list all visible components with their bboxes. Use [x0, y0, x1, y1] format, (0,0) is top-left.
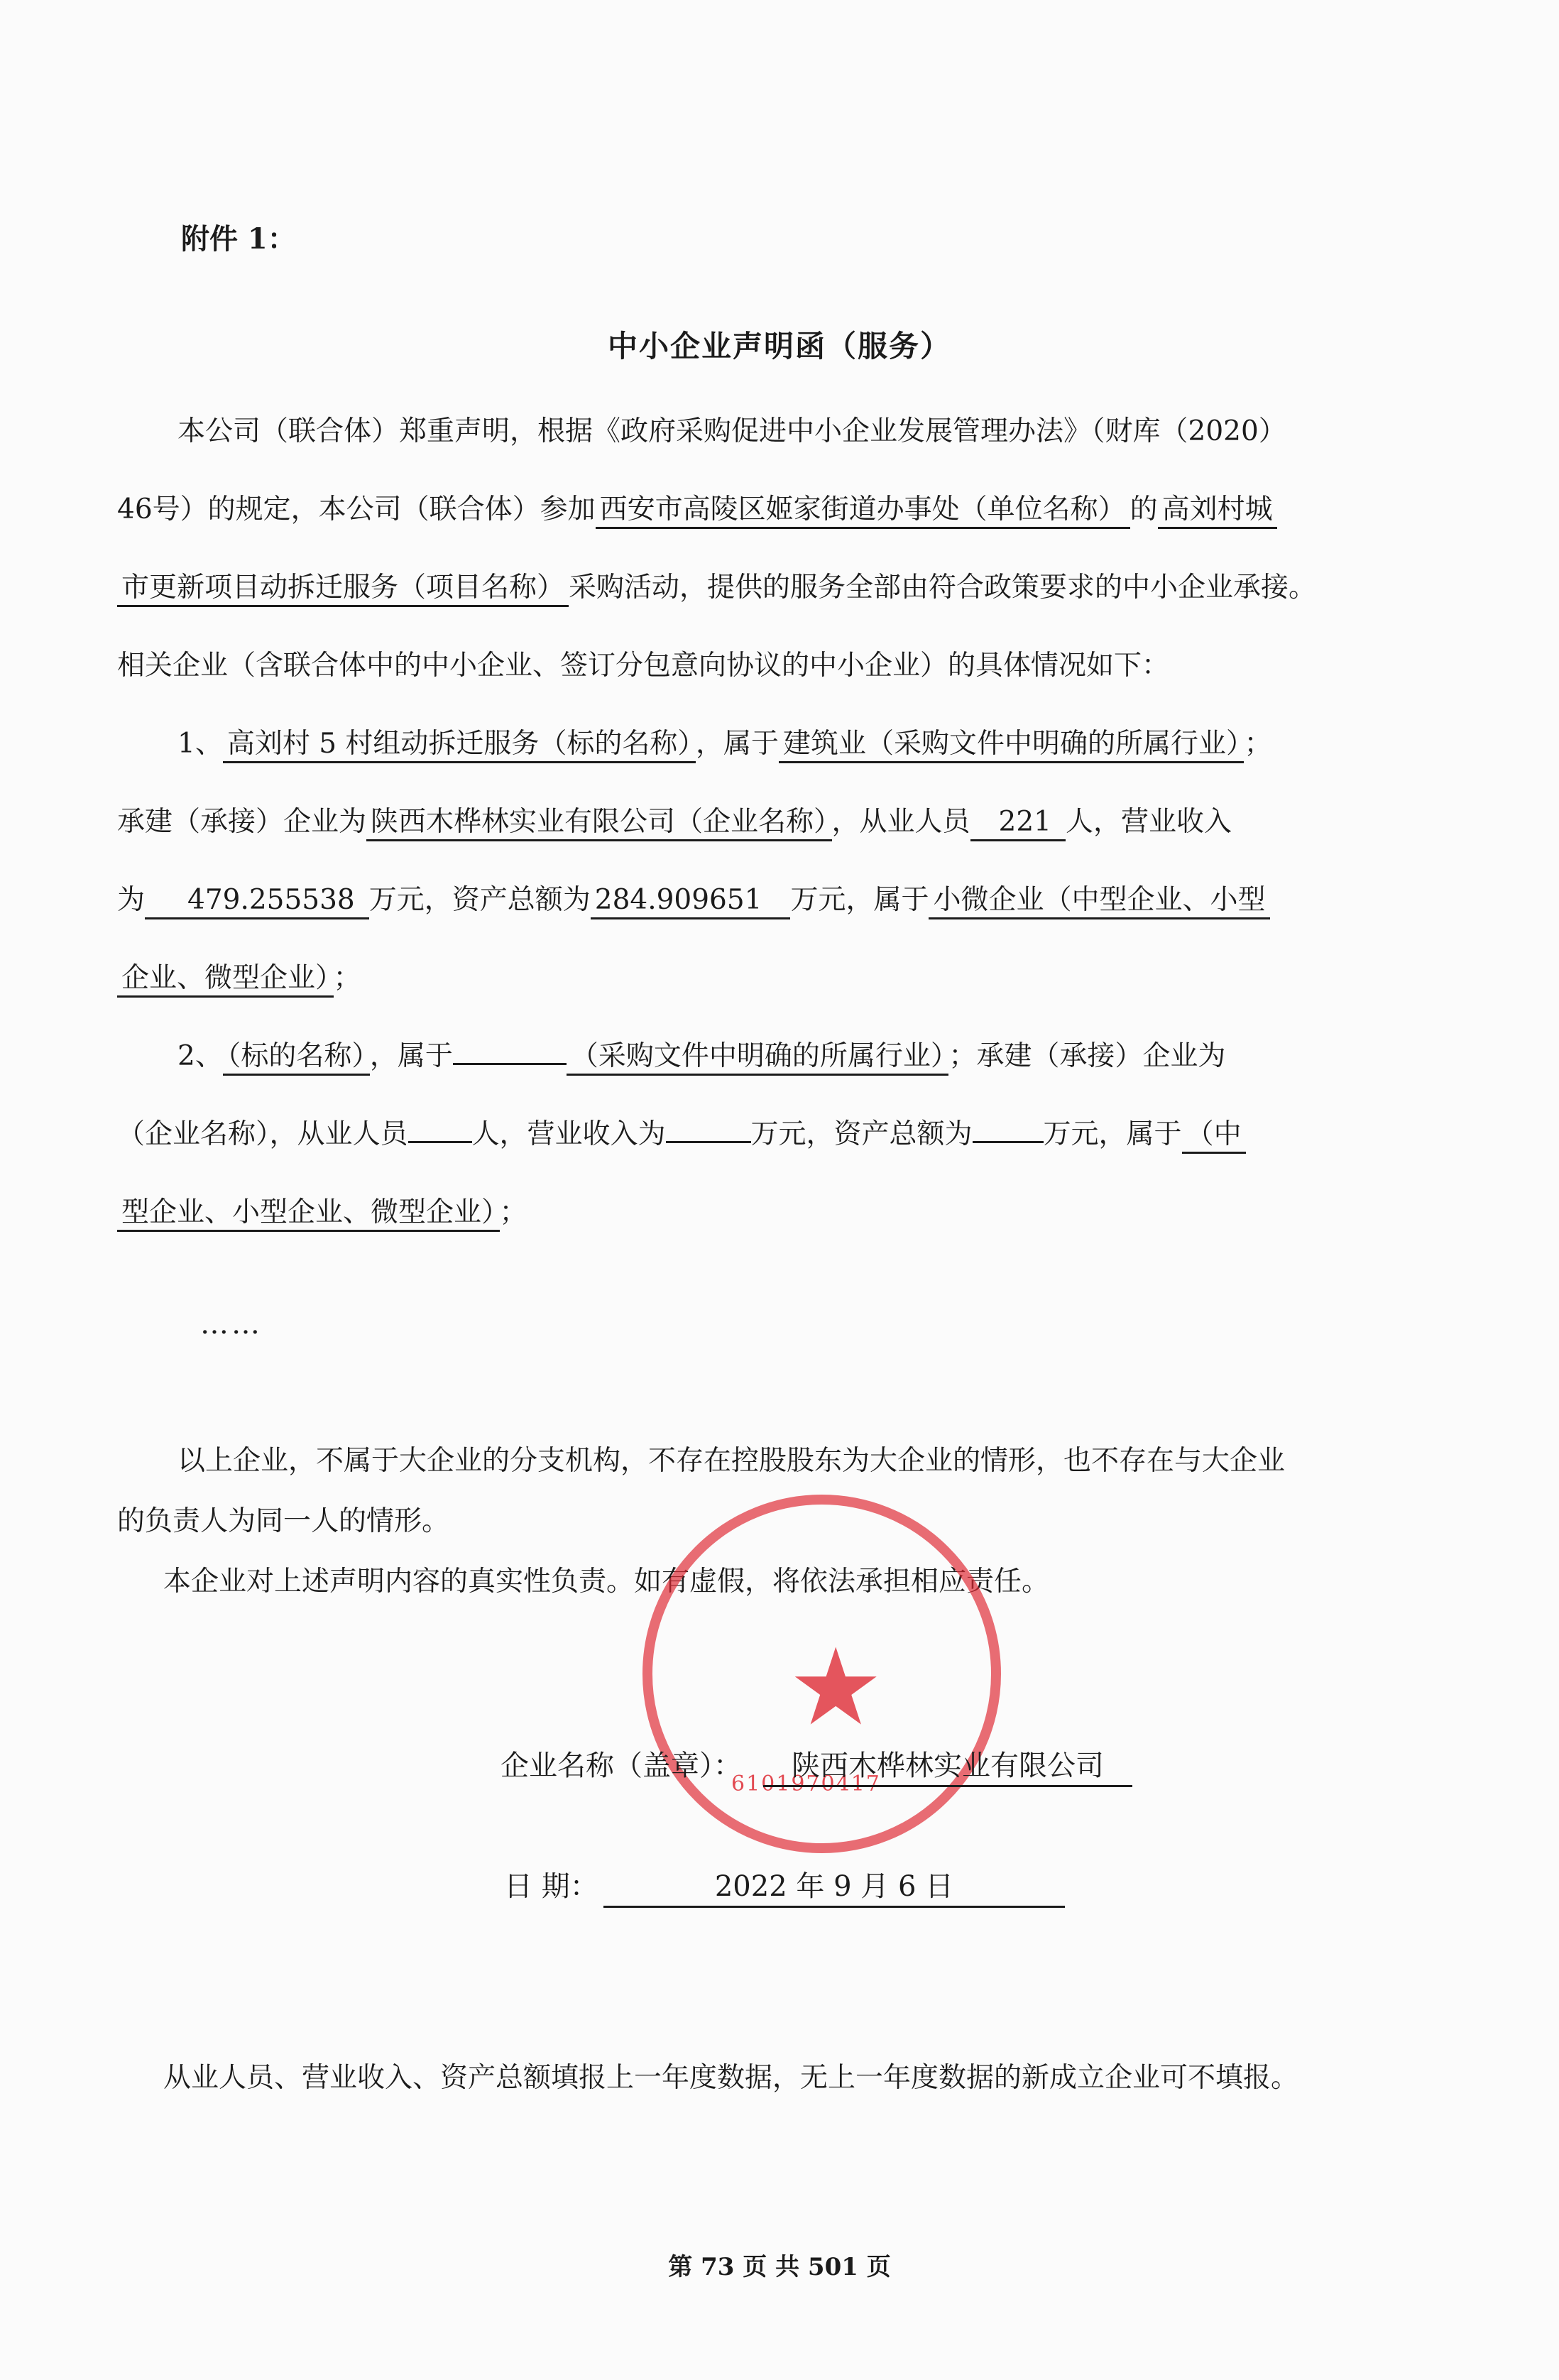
item2-industry: （采购文件中明确的所属行业）	[567, 1040, 949, 1076]
company-name-label: 企业名称（盖章）：	[500, 1749, 742, 1782]
date-value: 2022 年 9 月 6 日	[603, 1864, 1065, 1908]
attachment-label: 附件 1：	[181, 222, 296, 256]
item2-line2: （企业名称），从业人员 人，营业收入为 万元，资产总额为 万元，属于 （中	[117, 1118, 1246, 1152]
item1-enterprise-type-part2: 企业、微型企业）	[117, 962, 334, 998]
item2-line1: 2、 （标的名称） ，属于 （采购文件中明确的所属行业） ；承建（承接）企业为	[177, 1040, 1225, 1074]
seal-star-icon: ★	[788, 1626, 884, 1749]
project-name-part1: 高刘村城	[1158, 493, 1277, 529]
item1-revenue: 479.255538	[145, 884, 369, 919]
para1-line2: 46号）的规定，本公司（联合体）参加 西安市高陵区姬家街道办事处（单位名称） 的 高刘村城	[117, 493, 1277, 527]
statement1-line1: 以上企业，不属于大企业的分支机构，不存在控股股东为大企业的情形，也不存在与大企业	[177, 1445, 1286, 1477]
item2-staff-blank	[408, 1120, 472, 1143]
seal-code: 6101970417	[731, 1772, 881, 1796]
page-number: 第 73 页 共 501 页	[668, 2253, 891, 2281]
unit-name: 西安市高陵区姬家街道办事处（单位名称）	[596, 493, 1130, 529]
para1-line1: 本公司（联合体）郑重声明，根据《政府采购促进中小企业发展管理办法》（财库（2020）	[177, 415, 1286, 447]
item1-lot-name: 高刘村 5 村组动拆迁服务（标的名称）	[223, 728, 696, 763]
item1-enterprise-type-part1: 小微企业（中型企业、小型	[929, 884, 1269, 919]
item1-line1: 1、 高刘村 5 村组动拆迁服务（标的名称） ，属于 建筑业（采购文件中明确的所属行业） ；	[177, 728, 1271, 761]
item2-assets-blank	[973, 1120, 1044, 1143]
item1-staff-count: 221	[970, 806, 1066, 841]
item1-industry: 建筑业（采购文件中明确的所属行业）	[779, 728, 1245, 763]
item2-revenue-blank	[666, 1120, 751, 1143]
item2-industry-blank	[453, 1042, 567, 1065]
company-name-value: 陕西木桦林实业有限公司	[763, 1743, 1132, 1787]
item1-line2: 承建（承接）企业为 陕西木桦林实业有限公司（企业名称） ，从业人员 221 人，营业收入	[117, 806, 1232, 839]
para1-line3: 市更新项目动拆迁服务（项目名称） 采购活动，提供的服务全部由符合政策要求的中小企业承接。	[117, 572, 1316, 605]
project-name-part2: 市更新项目动拆迁服务（项目名称）	[117, 572, 569, 607]
ellipsis: ……	[200, 1308, 263, 1341]
document-title: 中小企业声明函（服务）	[607, 329, 951, 364]
item2-line3: 型企业、小型企业、微型企业） ；	[117, 1196, 527, 1230]
date-label: 日 期：	[504, 1870, 598, 1903]
item1-line3: 为 479.255538 万元，资产总额为 284.909651 万元，属于 小微企业（中型企业、小型	[117, 884, 1270, 917]
item2-enterprise-type-part2: 型企业、小型企业、微型企业）	[117, 1196, 500, 1232]
footnote: 从业人员、营业收入、资产总额填报上一年度数据，无上一年度数据的新成立企业可不填报。	[163, 2062, 1299, 2094]
item2-enterprise-type-part1: （中	[1182, 1118, 1246, 1154]
statement2: 本企业对上述声明内容的真实性负责。如有虚假，将依法承担相应责任。	[163, 1566, 1050, 1598]
statement1-line2: 的负责人为同一人的情形。	[117, 1505, 450, 1537]
item2-lot-name: （标的名称）	[223, 1040, 370, 1076]
item1-line4: 企业、微型企业） ；	[117, 962, 361, 995]
para1-line4: 相关企业（含联合体中的中小企业、签订分包意向协议的中小企业）的具体情况如下：	[117, 650, 1170, 682]
item1-company-name: 陕西木桦林实业有限公司（企业名称）	[366, 806, 832, 841]
item1-assets: 284.909651	[591, 884, 791, 919]
